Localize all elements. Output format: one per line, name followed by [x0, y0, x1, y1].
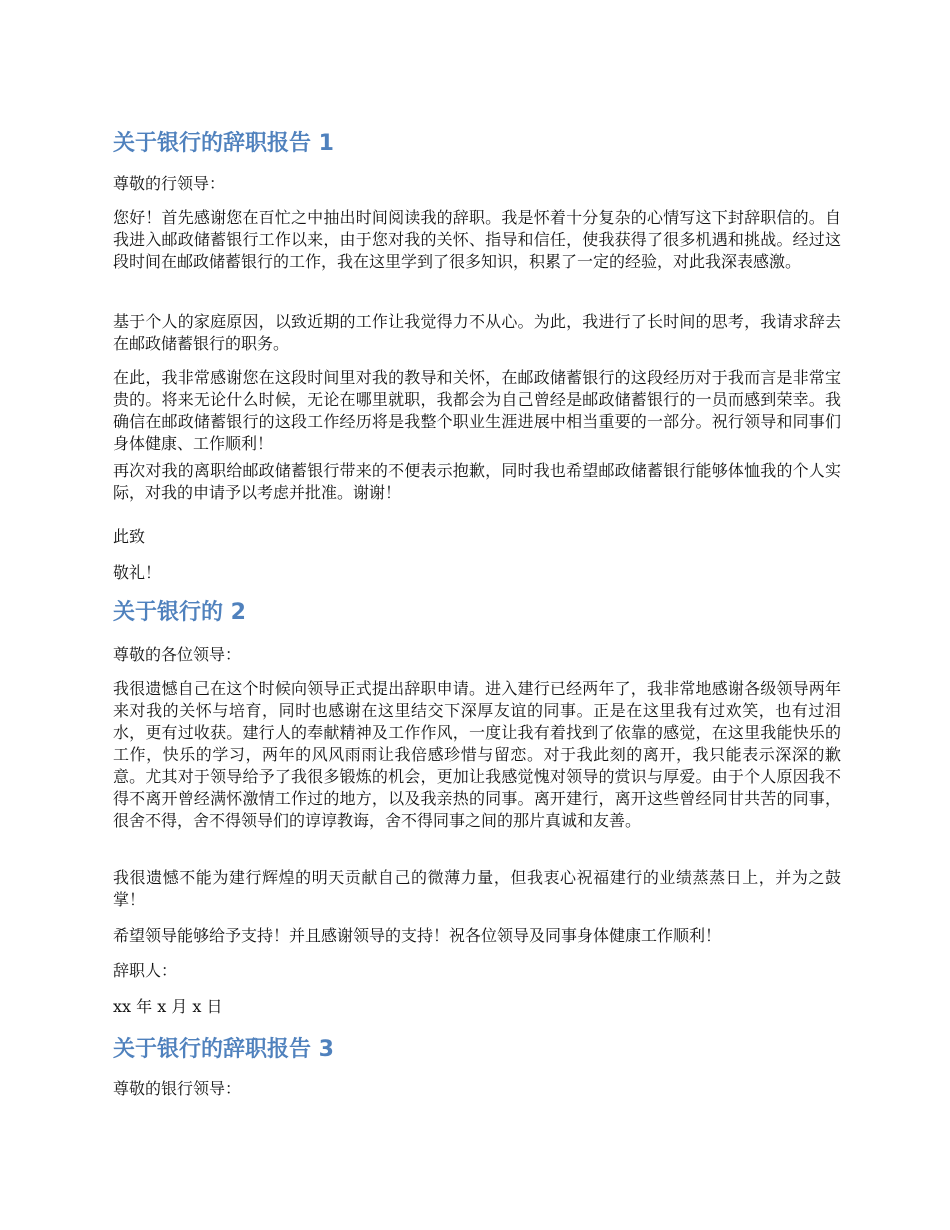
- section-2-paragraph-2: 我很遗憾不能为建行辉煌的明天贡献自己的微薄力量，但我衷心祝福建行的业绩蒸蒸日上，并为之鼓掌！: [113, 868, 841, 909]
- section-2-date: xx 年 x 月 x 日: [113, 997, 223, 1016]
- section-3-title: 关于银行的辞职报告 3: [113, 1037, 334, 1062]
- section-3-salutation: 尊敬的银行领导：: [113, 1079, 242, 1098]
- section-1-salutation: 尊敬的行领导：: [113, 174, 226, 193]
- section-1-title: 关于银行的辞职报告 1: [113, 131, 334, 156]
- section-2-signature-label: 辞职人：: [113, 961, 178, 980]
- section-1-paragraph-4: 再次对我的离职给邮政储蓄银行带来的不便表示抱歉，同时我也希望邮政储蓄银行能够体恤我的个人实际，对我的申请予以考虑并批准。谢谢！: [113, 461, 841, 502]
- section-1-paragraph-2: 基于个人的家庭原因，以致近期的工作让我觉得力不从心。为此，我进行了长时间的思考，我请求辞去在邮政储蓄银行的职务。: [113, 312, 841, 353]
- section-2-salutation: 尊敬的各位领导：: [113, 645, 242, 664]
- section-1-paragraph-3: 在此，我非常感谢您在这段时间里对我的教导和关怀，在邮政储蓄银行的这段经历对于我而言是非常宝贵的。将来无论什么时候，无论在哪里就职，我都会为自己曾经是邮政储蓄银行的一员而感到荣幸。我确信在邮政储蓄银行的这段工作经历将是我整个职业生涯进展中相当重要的一部分。祝行领导和同事们身体健康、工作顺利！: [113, 368, 841, 453]
- section-2-paragraph-1: 我很遗憾自己在这个时候向领导正式提出辞职申请。进入建行已经两年了，我非常地感谢各级领导两年来对我的关怀与培育，同时也感谢在这里结交下深厚友谊的同事。正是在这里我有过欢笑，也有过泪水，更有过收获。建行人的奉献精神及工作作风，一度让我有着找到了依靠的感觉，在这里我能快乐的工作，快乐的学习，两年的风风雨雨让我倍感珍惜与留恋。对于我此刻的离开，我只能表示深深的歉意。尤其对于领导给予了我很多锻炼的机会，更加让我感觉愧对领导的赏识与厚爱。由于个人原因我不得不离开曾经满怀激情工作过的地方，以及我亲热的同事。离开建行，离开这些曾经同甘共苦的同事，很舍不得，舍不得领导们的谆谆教诲，舍不得同事之间的那片真诚和友善。: [113, 679, 841, 830]
- section-1-regards: 敬礼！: [113, 563, 162, 582]
- section-2-title: 关于银行的 2: [113, 600, 246, 625]
- section-1-closing: 此致: [113, 527, 146, 546]
- section-1-paragraph-1: 您好！首先感谢您在百忙之中抽出时间阅读我的辞职。我是怀着十分复杂的心情写这下封辞职信的。自我进入邮政储蓄银行工作以来，由于您对我的关怀、指导和信任，使我获得了很多机遇和挑战。经过这段时间在邮政储蓄银行的工作，我在这里学到了很多知识，积累了一定的经验，对此我深表感激。: [113, 208, 841, 271]
- section-2-paragraph-3: 希望领导能够给予支持！并且感谢领导的支持！祝各位领导及同事身体健康工作顺利！: [113, 926, 722, 945]
